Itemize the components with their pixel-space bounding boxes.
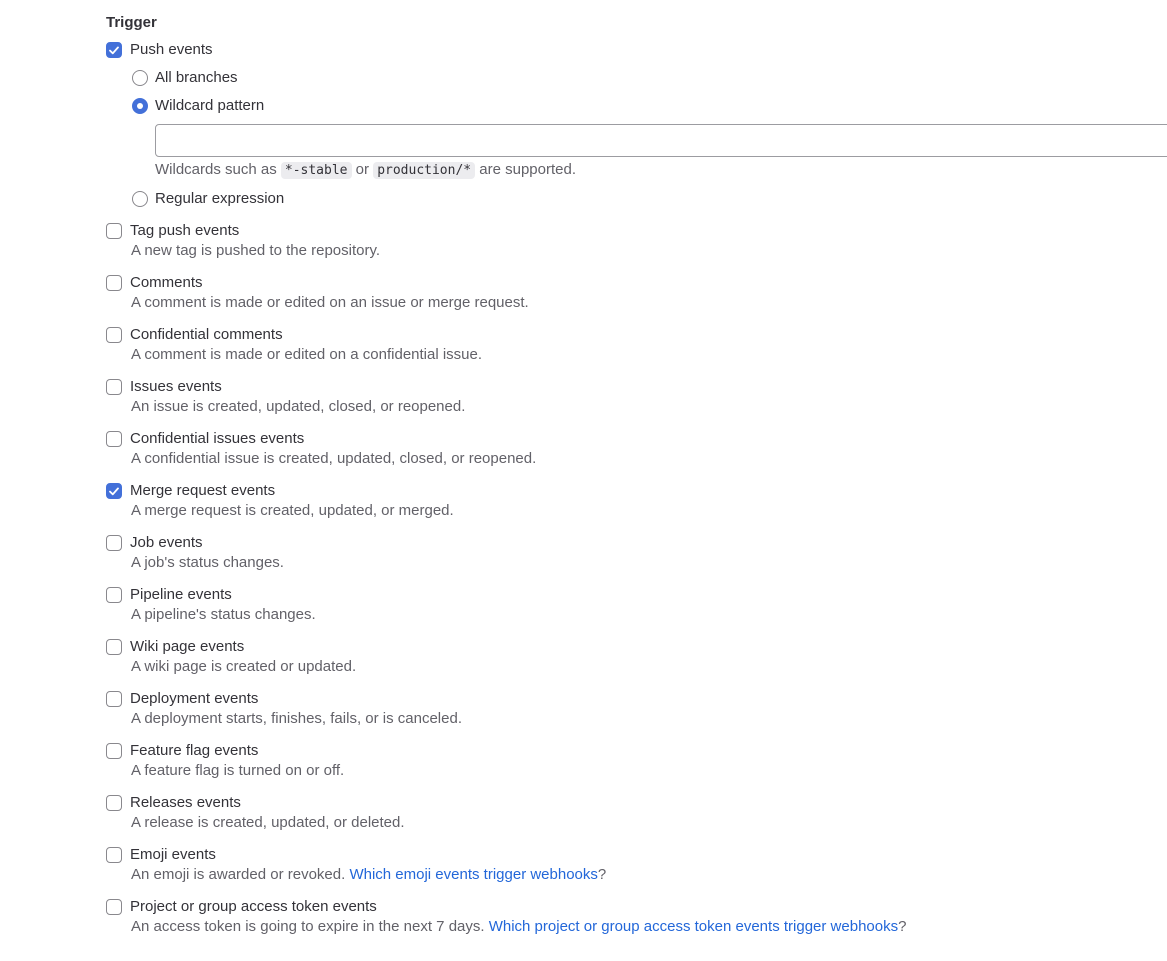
event-item: [106, 741, 1167, 781]
event-row[interactable]: [106, 689, 1167, 709]
wildcard-pattern-input[interactable]: [155, 124, 1167, 157]
regular-expression-radio-button[interactable]: [132, 191, 148, 207]
event-description-text: A confidential issue is created, updated, closed, or reopened.: [131, 450, 537, 467]
event-item: [106, 793, 1167, 833]
event-item: [106, 637, 1167, 677]
event-row[interactable]: [106, 637, 1167, 657]
all-branches-label: All branches: [155, 69, 238, 86]
event-description-text: An issue is created, updated, closed, or reopened.: [131, 398, 466, 415]
event-description-text: A wiki page is created or updated.: [131, 658, 357, 675]
event-description: [131, 553, 1167, 573]
event-checkbox[interactable]: [106, 223, 122, 239]
event-description-text: A new tag is pushed to the repository.: [131, 242, 381, 259]
event-row[interactable]: [106, 481, 1167, 501]
event-item: [106, 377, 1167, 417]
event-checkbox[interactable]: [106, 847, 122, 863]
event-checkbox[interactable]: [106, 483, 122, 499]
event-label[interactable]: Pipeline events: [130, 586, 232, 603]
wildcard-help-text: [155, 160, 1167, 181]
code-sample-stable: *-stable: [281, 162, 352, 179]
event-item: [106, 325, 1167, 365]
event-item: [106, 845, 1167, 885]
event-row[interactable]: [106, 897, 1167, 917]
event-label[interactable]: Comments: [130, 274, 203, 291]
event-label[interactable]: Confidential issues events: [130, 430, 305, 447]
event-description-text: An access token is going to expire in the next 7 days.: [131, 918, 485, 935]
event-row[interactable]: [106, 585, 1167, 605]
radio-wildcard-pattern[interactable]: [132, 96, 1167, 116]
radio-all-branches[interactable]: [132, 68, 1167, 88]
event-checkbox[interactable]: [106, 379, 122, 395]
event-help-link[interactable]: Which emoji events trigger webhooks: [349, 866, 598, 883]
event-label[interactable]: Wiki page events: [130, 638, 245, 655]
event-checkbox[interactable]: [106, 535, 122, 551]
event-description: [131, 917, 1167, 937]
regular-expression-label: Regular expression: [155, 190, 285, 207]
event-label[interactable]: Confidential comments: [130, 326, 283, 343]
event-description: [131, 709, 1167, 729]
event-description: [131, 865, 1167, 885]
event-description: [131, 761, 1167, 781]
event-label[interactable]: Job events: [130, 534, 203, 551]
help-middle: or: [351, 161, 374, 178]
event-row[interactable]: [106, 533, 1167, 553]
help-prefix: Wildcards such as: [155, 161, 281, 178]
event-row[interactable]: [106, 221, 1167, 241]
check-icon: [109, 487, 119, 496]
event-description: [131, 345, 1167, 365]
wildcard-pattern-label: Wildcard pattern: [155, 97, 265, 114]
event-row[interactable]: [106, 741, 1167, 761]
event-checkbox[interactable]: [106, 899, 122, 915]
event-description-text: A comment is made or edited on a confidential issue.: [131, 346, 483, 363]
event-item: [106, 273, 1167, 313]
link-question-mark: ?: [597, 866, 607, 883]
event-description-text: A job's status changes.: [131, 554, 284, 571]
event-label[interactable]: Tag push events: [130, 222, 240, 239]
event-checkbox[interactable]: [106, 327, 122, 343]
event-description: [131, 501, 1167, 521]
push-events-label[interactable]: Push events: [130, 41, 213, 58]
push-branch-filter-options: [132, 68, 1167, 209]
event-row[interactable]: [106, 325, 1167, 345]
event-checkbox[interactable]: [106, 743, 122, 759]
event-item: [106, 221, 1167, 261]
push-events-checkbox[interactable]: [106, 42, 122, 58]
event-row[interactable]: [106, 429, 1167, 449]
section-title: Trigger: [106, 14, 157, 31]
help-suffix: are supported.: [475, 161, 577, 178]
event-description: [131, 813, 1167, 833]
event-description: [131, 449, 1167, 469]
event-row[interactable]: [106, 273, 1167, 293]
trigger-events-list: [106, 221, 1167, 937]
code-sample-production: production/*: [373, 162, 475, 179]
event-description-text: A feature flag is turned on or off.: [131, 762, 345, 779]
event-checkbox[interactable]: [106, 639, 122, 655]
event-description: [131, 397, 1167, 417]
wildcard-pattern-radio-button[interactable]: [132, 98, 148, 114]
event-item: [106, 429, 1167, 469]
event-item: [106, 897, 1167, 937]
event-row[interactable]: [106, 377, 1167, 397]
event-row[interactable]: [106, 793, 1167, 813]
all-branches-radio-button[interactable]: [132, 70, 148, 86]
event-label[interactable]: Emoji events: [130, 846, 216, 863]
event-label[interactable]: Issues events: [130, 378, 222, 395]
event-checkbox[interactable]: [106, 275, 122, 291]
event-checkbox[interactable]: [106, 431, 122, 447]
check-icon: [109, 46, 119, 55]
event-description: [131, 657, 1167, 677]
event-checkbox[interactable]: [106, 587, 122, 603]
event-description: [131, 241, 1167, 261]
event-description-text: A deployment starts, finishes, fails, or is canceled.: [131, 710, 462, 727]
event-description-text: An emoji is awarded or revoked.: [131, 866, 346, 883]
event-item: [106, 689, 1167, 729]
event-label[interactable]: Project or group access token events: [130, 898, 377, 915]
push-events-row[interactable]: [106, 40, 1167, 60]
event-row[interactable]: [106, 845, 1167, 865]
event-label[interactable]: Feature flag events: [130, 742, 259, 759]
event-description-text: A release is created, updated, or deleted.: [131, 814, 405, 831]
event-checkbox[interactable]: [106, 691, 122, 707]
event-help-link[interactable]: Which project or group access token events trigger webhooks: [488, 918, 899, 935]
event-label[interactable]: Releases events: [130, 794, 241, 811]
event-description: [131, 605, 1167, 625]
event-description: [131, 293, 1167, 313]
event-checkbox[interactable]: [106, 795, 122, 811]
radio-regular-expression[interactable]: [132, 189, 1167, 209]
push-events-item: [106, 40, 1167, 209]
link-question-mark: ?: [898, 918, 907, 935]
event-label[interactable]: Deployment events: [130, 690, 259, 707]
event-item: [106, 585, 1167, 625]
event-label[interactable]: Merge request events: [130, 482, 276, 499]
event-description-text: A pipeline's status changes.: [131, 606, 316, 623]
event-item: [106, 533, 1167, 573]
event-item: [106, 481, 1167, 521]
event-description-text: A comment is made or edited on an issue or merge request.: [131, 294, 529, 311]
event-description-text: A merge request is created, updated, or merged.: [131, 502, 454, 519]
